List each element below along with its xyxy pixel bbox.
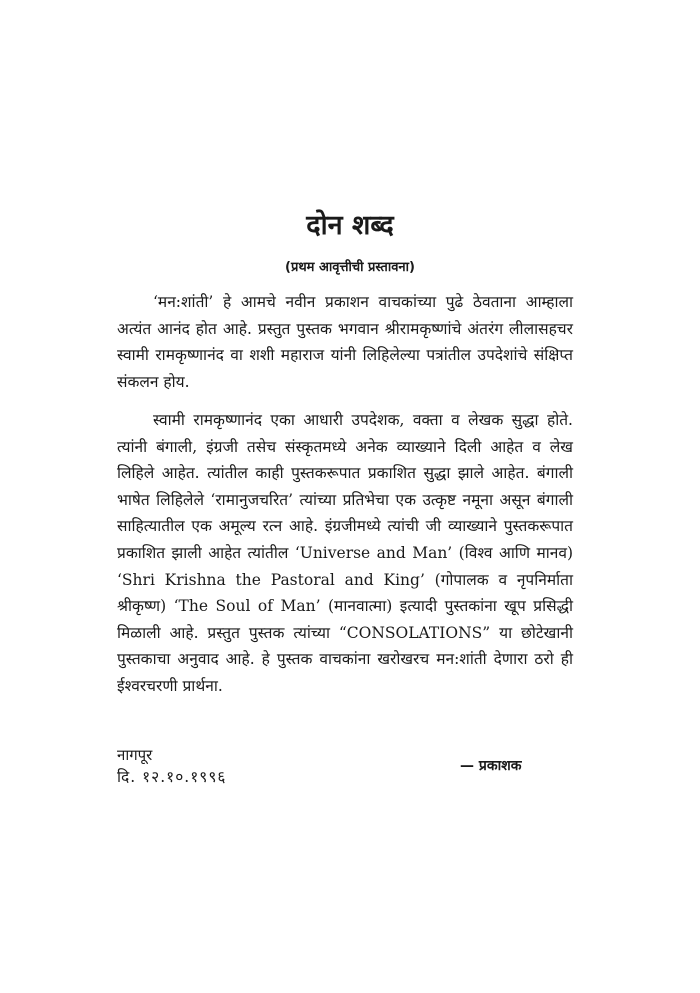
- place-label: नागपूर: [117, 746, 153, 764]
- date-label: दि. १२.१०.१९९६: [117, 768, 227, 786]
- page-title: दोन शब्द: [306, 210, 394, 241]
- page-subtitle: (प्रथम आवृत्तीची प्रस्तावना): [285, 260, 415, 275]
- paragraph-2: स्वामी रामकृष्णानंद एका आधारी उपदेशक, वक्ता व लेखक सुद्धा होते. त्यांनी बंगाली, इंग्रजी तसेच संस्कृतमध्ये अनेक व्याख्याने दिली आहेत व लेख लिहिले आहेत. त्यांतील काही पुस्तकरूपात प्रकाशित सुद्धा झाले आहेत. बंगाली भाषेत लिहिलेले ‘रामानुजचरित’ त्यांच्या प्रतिभेचा एक उत्कृष्ट नमूना असून बंगाली साहित्यातील एक अमूल्य रत्न आहे. इंग्रजीमध्ये त्यांची जी व्याख्याने पुस्तकरूपात प्रकाशित झाली आहेत त्यांतील ‘Universe and Man’ (विश्व आणि मानव) ‘Shri Krishna the Pastoral and King’ (गोपालक व नृपनिर्माता श्रीकृष्ण) ‘The Soul of Man’ (मानवात्मा) इत्यादी पुस्तकांना खूप प्रसिद्धी मिळाली आहे. प्रस्तुत पुस्तक त्यांच्या “CONSOLATIONS” या छोटेखानी पुस्तकाचा अनुवाद आहे. हे पुस्तक वाचकांना खरोखरच मन:शांती देणारा ठरो ही ईश्वरचरणी प्रार्थना.: [117, 411, 573, 695]
- paragraph-1: ‘मन:शांती’ हे आमचे नवीन प्रकाशन वाचकांच्या पुढे ठेवताना आम्हाला अत्यंत आनंद होत आहे. प्रस्तुत पुस्तक भगवान श्रीरामकृष्णांचे अंतरंग लीलासहचर स्वामी रामकृष्णानंद वा शशी महाराज यांनी लिहिलेल्या पत्रांतील उपदेशांचे संक्षिप्त संकलन होय.: [117, 293, 573, 391]
- publisher-signature: — प्रकाशक: [460, 758, 522, 774]
